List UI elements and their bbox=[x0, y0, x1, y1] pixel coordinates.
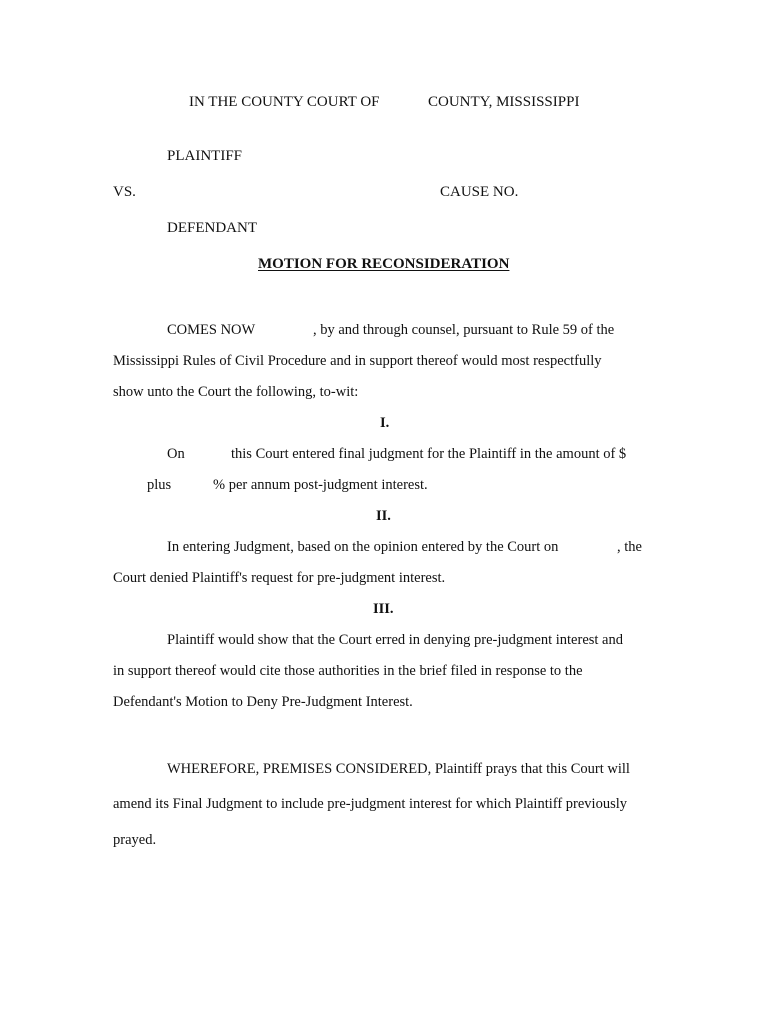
section-1-on: On bbox=[167, 446, 185, 462]
intro-line-1: , by and through counsel, pursuant to Rule 59 of the bbox=[313, 322, 615, 338]
section-3-line-1: Plaintiff would show that the Court erred in denying pre-judgment interest and bbox=[167, 632, 623, 648]
intro-line-3: show unto the Court the following, to-wit: bbox=[113, 384, 359, 400]
intro-line-2: Mississippi Rules of Civil Procedure and in support thereof would most respectfully bbox=[113, 353, 602, 369]
section-2-line-1: In entering Judgment, based on the opinion entered by the Court on bbox=[167, 539, 559, 555]
section-1-line-1: this Court entered final judgment for the Plaintiff in the amount of $ bbox=[231, 446, 627, 462]
prayer-line-2: amend its Final Judgment to include pre-judgment interest for which Plaintiff previously bbox=[113, 796, 627, 812]
prayer-line-1: WHEREFORE, PREMISES CONSIDERED, Plaintiff prays that this Court will bbox=[167, 761, 630, 777]
section-2-heading: II. bbox=[376, 508, 391, 524]
prayer-line-3: prayed. bbox=[113, 832, 157, 848]
court-name-right: COUNTY, MISSISSIPPI bbox=[428, 94, 580, 110]
section-1-heading: I. bbox=[380, 415, 390, 431]
versus-label: VS. bbox=[113, 184, 136, 200]
section-3-heading: III. bbox=[373, 601, 394, 617]
court-name-left: IN THE COUNTY COURT OF bbox=[189, 94, 380, 110]
section-1-plus: plus bbox=[147, 477, 172, 493]
section-3-line-2: in support thereof would cite those authorities in the brief filed in response to the bbox=[113, 663, 583, 679]
plaintiff-label: PLAINTIFF bbox=[167, 148, 243, 164]
section-2-line-2: Court denied Plaintiff's request for pre-judgment interest. bbox=[113, 570, 446, 586]
cause-number-label: CAUSE NO. bbox=[440, 184, 519, 200]
section-3-line-3: Defendant's Motion to Deny Pre-Judgment Interest. bbox=[113, 694, 413, 710]
section-1-line-2: % per annum post-judgment interest. bbox=[213, 477, 428, 493]
defendant-label: DEFENDANT bbox=[167, 220, 257, 236]
intro-comes-now: COMES NOW bbox=[167, 322, 256, 338]
document-title: MOTION FOR RECONSIDERATION bbox=[258, 256, 510, 272]
section-2-line-1-end: , the bbox=[617, 539, 642, 555]
